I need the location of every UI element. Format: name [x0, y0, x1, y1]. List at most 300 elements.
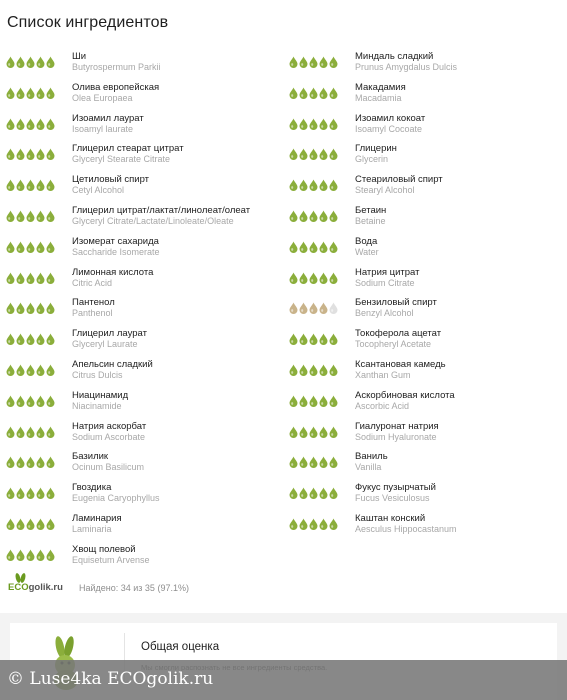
- ingredient-row[interactable]: [283, 204, 563, 235]
- ingredient-names: [72, 544, 150, 566]
- ingredient-name-ru: Глицерил цитрат/лактат/линолеат/олеат: [72, 204, 251, 216]
- rating-drops: [6, 395, 55, 409]
- ingredient-name-latin: Vanilla: [355, 462, 382, 473]
- ingredient-name-latin: Sodium Citrate: [355, 277, 415, 288]
- ingredient-name-latin: Sodium Hyaluronate: [355, 431, 437, 442]
- drop-icon: [319, 333, 328, 345]
- ingredient-names: [72, 513, 122, 535]
- rating-drops: [6, 302, 55, 316]
- ingredient-row[interactable]: [0, 358, 280, 389]
- ingredient-name-ru: Глицерил стеарат цитрат: [72, 143, 184, 155]
- drop-icon: [329, 487, 338, 499]
- drop-icon: [46, 148, 55, 160]
- ingredient-name-latin: Isoamyl Cocoate: [355, 123, 423, 134]
- drop-icon: [16, 333, 25, 345]
- drop-icon: [26, 395, 35, 407]
- ingredient-row[interactable]: [283, 296, 563, 327]
- ingredient-name-latin: Citric Acid: [72, 277, 113, 288]
- drop-icon: [26, 302, 35, 314]
- ingredient-row[interactable]: [283, 420, 563, 451]
- found-summary: [0, 570, 567, 604]
- drop-icon: [46, 487, 55, 499]
- drop-icon: [319, 395, 328, 407]
- drop-icon: [319, 148, 328, 160]
- ingredient-name-ru: Вода: [355, 235, 378, 247]
- drop-icon: [16, 118, 25, 130]
- drop-icon: [289, 272, 298, 284]
- ingredient-names: [355, 82, 406, 104]
- drop-icon: [309, 118, 318, 130]
- ingredient-name-ru: Бетаин: [355, 204, 387, 216]
- drop-icon: [299, 302, 308, 314]
- rating-drops: [289, 148, 338, 162]
- drop-icon: [289, 333, 298, 345]
- ingredient-row[interactable]: [283, 173, 563, 204]
- drop-icon: [6, 241, 15, 253]
- page-title: Список ингредиентов: [7, 14, 169, 31]
- rating-drops: [289, 210, 338, 224]
- rating-drops: [6, 426, 55, 440]
- rating-drops: [6, 549, 55, 563]
- drop-icon: [299, 87, 308, 99]
- ingredient-row[interactable]: [283, 450, 563, 481]
- drop-icon: [329, 241, 338, 253]
- drop-icon: [289, 210, 298, 222]
- rating-drops: [289, 518, 338, 532]
- rating-drops: [6, 241, 55, 255]
- drop-icon: [329, 364, 338, 376]
- drop-icon: [6, 364, 15, 376]
- drop-icon: [299, 333, 308, 345]
- ingredient-name-ru: Миндаль сладкий: [355, 51, 434, 62]
- ingredient-name-latin: Aesculus Hippocastanum: [355, 523, 457, 534]
- drop-icon: [329, 426, 338, 438]
- drop-icon: [46, 118, 55, 130]
- ingredient-names: [355, 451, 388, 473]
- ingredient-names: [72, 390, 128, 412]
- drop-icon: [319, 518, 328, 530]
- drop-icon: [6, 87, 15, 99]
- ingredient-name-ru: Фукус пузырчатый: [355, 482, 436, 494]
- drop-icon: [16, 179, 25, 191]
- drop-icon: [36, 426, 45, 438]
- ingredient-row[interactable]: [283, 512, 563, 543]
- drop-icon: [289, 241, 298, 253]
- drop-icon: [309, 148, 318, 160]
- drop-icon: [309, 333, 318, 345]
- drop-icon: [289, 56, 298, 68]
- rating-drops: [289, 426, 338, 440]
- drop-icon: [16, 487, 25, 499]
- ingredient-name-latin: Ascorbic Acid: [355, 400, 410, 411]
- drop-icon: [289, 456, 298, 468]
- rating-drops: [289, 56, 338, 70]
- rating-drops: [289, 333, 338, 347]
- logo-golik-text: golik.ru: [28, 582, 63, 593]
- drop-icon: [6, 148, 15, 160]
- ingredient-name-ru: Аскорбиновая кислота: [355, 389, 455, 401]
- ingredient-row[interactable]: [0, 512, 280, 543]
- ingredient-name-ru: Бензиловый спирт: [355, 297, 437, 309]
- ingredient-name-ru: Апельсин сладкий: [72, 358, 153, 370]
- drop-icon: [16, 302, 25, 314]
- ingredient-name-latin: Olea Europaea: [72, 92, 133, 103]
- ingredient-row[interactable]: [283, 112, 563, 143]
- ingredient-row[interactable]: [0, 50, 280, 81]
- rating-drops: [6, 456, 55, 470]
- drop-icon: [36, 395, 45, 407]
- drop-icon: [6, 210, 15, 222]
- drop-icon: [36, 272, 45, 284]
- ingredient-name-ru: Токоферола ацетат: [355, 328, 442, 340]
- drop-icon: [16, 241, 25, 253]
- drop-icon: [289, 364, 298, 376]
- ingredient-row[interactable]: [0, 112, 280, 143]
- drop-icon: [26, 210, 35, 222]
- ingredient-row[interactable]: [283, 266, 563, 297]
- ingredient-name-ru: Олива европейская: [72, 81, 160, 93]
- ingredient-names: [72, 143, 184, 165]
- drop-icon: [289, 118, 298, 130]
- overall-title: Общая оценка: [141, 641, 220, 653]
- ingredient-name-latin: Eugenia Caryophyllus: [72, 493, 160, 504]
- drop-icon: [299, 148, 308, 160]
- drop-icon: [6, 426, 15, 438]
- drop-icon: [6, 487, 15, 499]
- drop-icon: [319, 426, 328, 438]
- ingredient-names: [72, 174, 149, 196]
- found-count: Найдено: 34 из 35 (97.1%): [79, 583, 189, 593]
- drop-icon: [36, 210, 45, 222]
- drop-icon: [16, 549, 25, 561]
- drop-icon: [329, 333, 338, 345]
- drop-icon: [329, 518, 338, 530]
- ingredient-row[interactable]: [283, 142, 563, 173]
- ingredient-name-latin: Ocinum Basilicum: [72, 462, 145, 473]
- rating-drops: [6, 364, 55, 378]
- drop-icon: [329, 148, 338, 160]
- ingredient-names: [72, 51, 161, 73]
- drop-icon: [329, 456, 338, 468]
- ingredient-row[interactable]: [0, 420, 280, 451]
- drop-icon: [289, 518, 298, 530]
- drop-icon: [319, 241, 328, 253]
- rating-drops: [289, 364, 338, 378]
- drop-icon: [319, 179, 328, 191]
- drop-icon: [319, 210, 328, 222]
- drop-icon: [6, 118, 15, 130]
- ingredient-names: [72, 482, 160, 504]
- ingredient-name-ru: Гвоздика: [72, 482, 112, 494]
- drop-icon: [46, 87, 55, 99]
- drop-icon: [46, 179, 55, 191]
- ingredient-row[interactable]: [0, 204, 280, 235]
- ingredient-names: [355, 297, 437, 319]
- ingredient-names: [72, 328, 147, 350]
- rating-drops: [289, 179, 338, 193]
- ingredient-name-ru: Глицерин: [355, 143, 397, 155]
- drop-icon: [299, 487, 308, 499]
- ingredient-name-ru: Базилик: [72, 451, 109, 463]
- drop-icon: [6, 56, 15, 68]
- drop-icon: [36, 487, 45, 499]
- drop-icon: [36, 179, 45, 191]
- ingredient-name-ru: Изомерат сахарида: [72, 235, 159, 247]
- drop-icon: [26, 56, 35, 68]
- ingredient-name-ru: Ваниль: [355, 451, 388, 463]
- drop-icon: [289, 487, 298, 499]
- drop-icon: [319, 456, 328, 468]
- drop-icon: [289, 426, 298, 438]
- ingredient-name-latin: Fucus Vesiculosus: [355, 493, 430, 504]
- drop-icon: [36, 56, 45, 68]
- ingredient-names: [355, 143, 397, 165]
- rating-drops: [6, 87, 55, 101]
- ingredient-names: [355, 51, 457, 73]
- rating-drops: [6, 179, 55, 193]
- drop-icon: [299, 272, 308, 284]
- ingredient-row[interactable]: [283, 81, 563, 112]
- ingredient-row[interactable]: [283, 481, 563, 512]
- copyright-watermark: [0, 660, 567, 700]
- ingredient-row[interactable]: [0, 296, 280, 327]
- drop-icon: [299, 179, 308, 191]
- drop-icon: [299, 518, 308, 530]
- drop-icon: [299, 118, 308, 130]
- drop-icon: [36, 333, 45, 345]
- ingredient-row[interactable]: [0, 142, 280, 173]
- drop-icon: [309, 518, 318, 530]
- drop-icon: [6, 456, 15, 468]
- rating-drops: [289, 241, 338, 255]
- rating-drops: [289, 118, 338, 132]
- drop-icon: [299, 456, 308, 468]
- ingredient-name-latin: Equisetum Arvense: [72, 554, 150, 565]
- ingredient-row[interactable]: [283, 389, 563, 420]
- drop-icon: [319, 272, 328, 284]
- ingredient-name-ru: Цетиловый спирт: [72, 174, 150, 186]
- rating-drops: [289, 456, 338, 470]
- drop-icon: [46, 272, 55, 284]
- ingredient-name-ru: Ши: [72, 51, 87, 62]
- drop-icon: [36, 241, 45, 253]
- ingredient-names: [72, 359, 153, 381]
- ingredient-names: [72, 113, 144, 135]
- drop-icon: [16, 364, 25, 376]
- drop-icon: [329, 302, 338, 314]
- drop-icon: [309, 395, 318, 407]
- ingredient-name-ru: Каштан конский: [355, 512, 426, 524]
- ingredient-name-ru: Глицерил лаурат: [72, 328, 147, 340]
- drop-icon: [319, 487, 328, 499]
- drop-icon: [6, 179, 15, 191]
- ingredient-name-ru: Стеариловый спирт: [355, 174, 443, 186]
- drop-icon: [26, 118, 35, 130]
- drop-icon: [16, 426, 25, 438]
- drop-icon: [36, 364, 45, 376]
- rating-drops: [6, 118, 55, 132]
- drop-icon: [6, 518, 15, 530]
- drop-icon: [36, 118, 45, 130]
- ingredient-names: [72, 297, 115, 319]
- drop-icon: [26, 272, 35, 284]
- drop-icon: [319, 364, 328, 376]
- ingredient-name-latin: Isoamyl laurate: [72, 123, 134, 134]
- rating-drops: [6, 148, 55, 162]
- ingredient-row[interactable]: [0, 173, 280, 204]
- ingredient-names: [355, 513, 457, 535]
- rating-drops: [289, 395, 338, 409]
- drop-icon: [16, 518, 25, 530]
- drop-icon: [6, 272, 15, 284]
- ingredient-names: [355, 267, 419, 289]
- drop-icon: [309, 302, 318, 314]
- drop-icon: [319, 87, 328, 99]
- drop-icon: [309, 87, 318, 99]
- ingredient-name-latin: Macadamia: [355, 92, 402, 103]
- drop-icon: [299, 426, 308, 438]
- rating-drops: [289, 87, 338, 101]
- ingredient-name-latin: Tocopheryl Acetate: [355, 339, 432, 350]
- ingredient-name-latin: Laminaria: [72, 523, 112, 534]
- drop-icon: [319, 302, 328, 314]
- rating-drops: [6, 518, 55, 532]
- ingredient-names: [355, 421, 439, 443]
- drop-icon: [46, 549, 55, 561]
- rating-drops: [6, 272, 55, 286]
- drop-icon: [36, 456, 45, 468]
- ingredients-column-left: [0, 50, 280, 574]
- ingredient-names: [355, 174, 443, 196]
- drop-icon: [16, 56, 25, 68]
- ingredient-name-latin: Glyceryl Laurate: [72, 339, 138, 350]
- rating-drops: [289, 272, 338, 286]
- ingredient-name-ru: Натрия аскорбат: [72, 420, 147, 432]
- drop-icon: [16, 210, 25, 222]
- ingredient-names: [72, 236, 160, 258]
- drop-icon: [26, 487, 35, 499]
- drop-icon: [46, 56, 55, 68]
- rating-drops: [6, 333, 55, 347]
- ingredient-name-ru: Изоамил кокоат: [355, 112, 426, 124]
- ingredient-name-latin: Glycerin: [355, 154, 389, 165]
- copyright-text: © Luse4ka ECOgolik.ru: [7, 669, 214, 689]
- drop-icon: [299, 56, 308, 68]
- ingredient-name-latin: Glyceryl Stearate Citrate: [72, 154, 171, 165]
- ingredient-name-latin: Glyceryl Citrate/Lactate/Linoleate/Oleate: [72, 215, 234, 226]
- ingredient-row[interactable]: [0, 235, 280, 266]
- drop-icon: [16, 395, 25, 407]
- ingredient-row[interactable]: [0, 327, 280, 358]
- rating-drops: [6, 56, 55, 70]
- drop-icon: [299, 210, 308, 222]
- ingredients-column-right: [283, 50, 563, 543]
- drop-icon: [329, 56, 338, 68]
- drop-icon: [46, 426, 55, 438]
- ingredient-row[interactable]: [0, 450, 280, 481]
- drop-icon: [329, 210, 338, 222]
- drop-icon: [309, 56, 318, 68]
- ingredient-name-ru: Ксантановая камедь: [355, 358, 446, 370]
- rating-drops: [289, 302, 338, 316]
- drop-icon: [36, 518, 45, 530]
- drop-icon: [289, 148, 298, 160]
- ingredient-name-ru: Лимонная кислота: [72, 266, 154, 278]
- ingredient-row[interactable]: [0, 543, 280, 574]
- ingredient-name-latin: Saccharide Isomerate: [72, 246, 160, 257]
- drop-icon: [309, 210, 318, 222]
- ingredient-name-latin: Citrus Dulcis: [72, 369, 123, 380]
- drop-icon: [26, 456, 35, 468]
- ingredient-name-latin: Niacinamide: [72, 400, 122, 411]
- drop-icon: [36, 302, 45, 314]
- drop-icon: [26, 549, 35, 561]
- ingredient-row[interactable]: [283, 235, 563, 266]
- ingredient-names: [355, 482, 436, 504]
- ingredient-row[interactable]: [283, 327, 563, 358]
- drop-icon: [309, 456, 318, 468]
- drop-icon: [289, 87, 298, 99]
- drop-icon: [6, 333, 15, 345]
- drop-icon: [16, 456, 25, 468]
- drop-icon: [46, 518, 55, 530]
- drop-icon: [329, 395, 338, 407]
- drop-icon: [289, 179, 298, 191]
- drop-icon: [26, 87, 35, 99]
- ingredient-row[interactable]: [283, 358, 563, 389]
- drop-icon: [26, 426, 35, 438]
- drop-icon: [309, 272, 318, 284]
- ingredient-row[interactable]: [0, 266, 280, 297]
- drop-icon: [299, 395, 308, 407]
- ingredient-name-latin: Panthenol: [72, 308, 113, 319]
- drop-icon: [46, 364, 55, 376]
- logo-eco-text: ECO: [8, 582, 29, 593]
- ingredient-name-latin: Betaine: [355, 215, 386, 226]
- drop-icon: [46, 395, 55, 407]
- drop-icon: [329, 87, 338, 99]
- drop-icon: [309, 179, 318, 191]
- ingredient-name-latin: Stearyl Alcohol: [355, 185, 415, 196]
- ingredient-names: [355, 359, 446, 381]
- drop-icon: [309, 426, 318, 438]
- ingredient-names: [355, 328, 441, 350]
- drop-icon: [319, 118, 328, 130]
- drop-icon: [26, 333, 35, 345]
- ingredient-row[interactable]: [0, 481, 280, 512]
- ingredient-names: [72, 267, 153, 289]
- ingredient-name-ru: Натрия цитрат: [355, 266, 420, 278]
- drop-icon: [16, 87, 25, 99]
- drop-icon: [36, 148, 45, 160]
- ingredient-row[interactable]: [0, 389, 280, 420]
- rating-drops: [6, 210, 55, 224]
- drop-icon: [26, 179, 35, 191]
- drop-icon: [309, 487, 318, 499]
- ingredient-name-latin: Xanthan Gum: [355, 369, 411, 380]
- drop-icon: [329, 179, 338, 191]
- ingredient-name-latin: Cetyl Alcohol: [72, 185, 125, 196]
- ingredient-name-latin: Sodium Ascorbate: [72, 431, 146, 442]
- drop-icon: [26, 518, 35, 530]
- rating-drops: [6, 487, 55, 501]
- ingredient-row[interactable]: [0, 81, 280, 112]
- drop-icon: [299, 241, 308, 253]
- drop-icon: [329, 272, 338, 284]
- drop-icon: [309, 241, 318, 253]
- ingredient-row[interactable]: [283, 50, 563, 81]
- drop-icon: [319, 56, 328, 68]
